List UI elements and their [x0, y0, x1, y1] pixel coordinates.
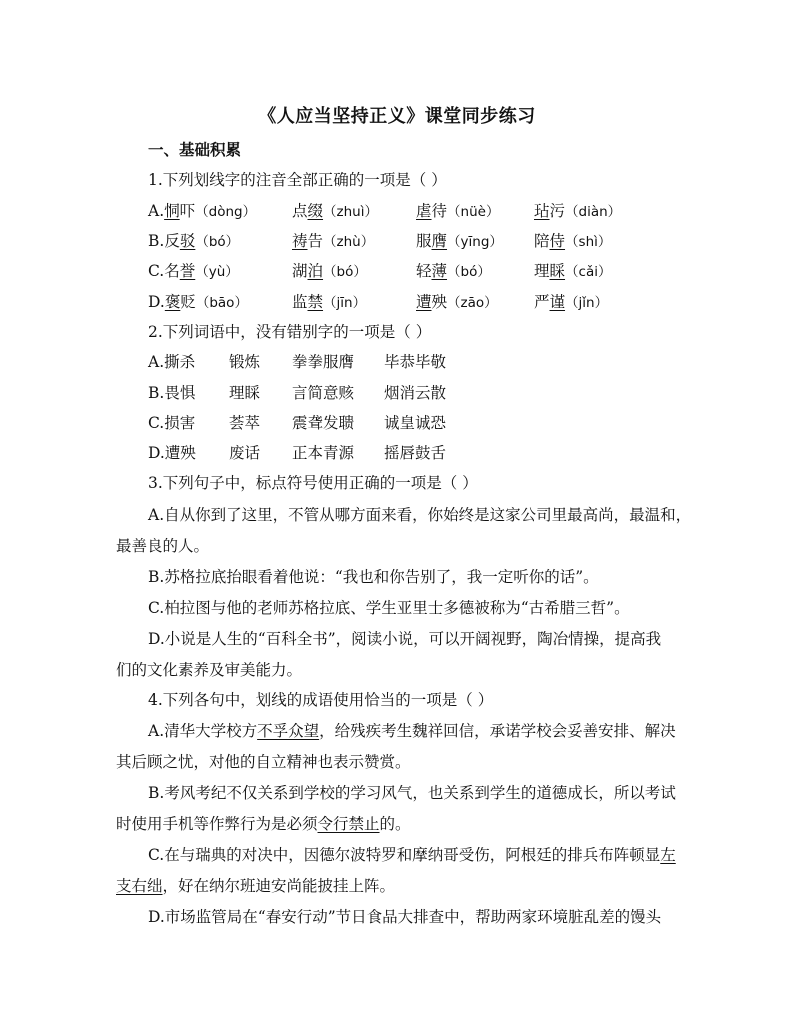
underlined-character: 誉 — [179, 262, 196, 280]
question-1-option-item — [148, 292, 248, 313]
text-segment: 吓 — [179, 202, 196, 220]
question-4-option-d-line1: D.市场监管局在“春安行动”节日食品大排查中，帮助两家环境脏乱差的馒头 — [148, 908, 662, 926]
question-1-option-item — [292, 201, 378, 222]
question-4-option-b-line1: B.考风考纪不仅关系到学校的学习风气，也关系到学生的道德成长，所以考试 — [148, 784, 676, 802]
underlined-character: 睬 — [549, 262, 566, 280]
text-segment: 污 — [549, 202, 566, 220]
text-segment: C.在与瑞典的对决中，因德尔波特罗和摩纳哥受伤，阿根廷的排兵布阵顿显 — [148, 846, 661, 864]
question-1-option-item — [534, 201, 621, 222]
question-1-option-item — [148, 261, 239, 282]
pinyin-annotation: （jǐn） — [565, 295, 609, 311]
question-2-option-word: 诚皇诚恐 — [384, 414, 447, 432]
question-2-option-word: C.损害 — [148, 414, 196, 432]
text-segment: A.清华大学校方 — [148, 722, 258, 740]
underlined-character: 膺 — [431, 232, 448, 250]
text-segment: 严 — [534, 293, 550, 311]
pinyin-annotation: （shì） — [565, 234, 612, 250]
question-2-option-word: 毕恭毕敬 — [384, 353, 447, 371]
pinyin-annotation: （zhuì） — [323, 204, 378, 220]
question-2-option-word: 荟萃 — [229, 414, 261, 432]
pinyin-annotation: （dòng） — [195, 204, 257, 220]
text-segment: 时使用手机等作弊行为是必须 — [116, 815, 318, 833]
pinyin-annotation: （diàn） — [565, 204, 622, 220]
question-4-stem: 4.下列各句中，划线的成语使用恰当的一项是（ ） — [148, 691, 494, 709]
underlined-character: 侍 — [549, 232, 566, 250]
page-title: 《人应当坚持正义》课堂同步练习 — [258, 106, 536, 127]
question-3-option-d-line2: 们的文化素养及审美能力。 — [116, 661, 303, 679]
question-1-option-item — [292, 261, 367, 282]
pinyin-annotation: （jīn） — [323, 295, 367, 311]
pinyin-annotation: （bāo） — [195, 295, 248, 311]
question-1-option-item — [292, 292, 366, 313]
text-segment: 告 — [307, 232, 324, 250]
question-2-option-word: 废话 — [229, 444, 261, 462]
text-segment: ，好在纳尔班迪安尚能披挂上阵。 — [162, 877, 396, 895]
question-2-option-word: 锻炼 — [229, 353, 261, 371]
text-segment: 待 — [431, 202, 448, 220]
question-1-option-item — [148, 231, 239, 252]
underlined-idiom: 左 — [660, 846, 676, 864]
question-2-option-word: 摇唇鼓舌 — [384, 444, 447, 462]
question-2-option-word: 拳拳服膺 — [292, 353, 355, 371]
underlined-idiom: 令行禁止 — [317, 815, 380, 833]
text-segment: 湖 — [292, 262, 308, 280]
text-segment: B.反 — [148, 232, 180, 250]
text-segment: 监 — [292, 293, 308, 311]
question-4-option-c-line2 — [116, 876, 395, 896]
question-1-option-item — [416, 261, 491, 282]
question-1-option-item — [534, 292, 608, 313]
text-segment: 贬 — [180, 293, 196, 311]
question-3-stem: 3.下列句子中，标点符号使用正确的一项是（ ） — [148, 474, 478, 492]
underlined-idiom: 支右绌 — [116, 877, 163, 895]
text-segment: D. — [148, 293, 165, 311]
pinyin-annotation: （bó） — [195, 234, 240, 250]
question-1-option-item — [148, 201, 256, 222]
pinyin-annotation: （bó） — [447, 264, 491, 280]
question-2-stem: 2.下列词语中，没有错别字的一项是（ ） — [148, 323, 432, 341]
question-2-option-word: 烟消云散 — [384, 384, 447, 402]
question-1-option-item — [416, 231, 503, 252]
underlined-character: 玷 — [534, 202, 550, 220]
question-1-option-item — [534, 261, 611, 282]
question-2-option-word: D.遭殃 — [148, 444, 196, 462]
underlined-character: 谨 — [549, 293, 566, 311]
question-4-option-a-line1 — [148, 721, 676, 741]
question-3-option-a-line1: A.自从你到了这里，不管从哪方面来看，你始终是这家公司里最高尚，最温和， — [148, 506, 692, 524]
question-1-option-item — [416, 292, 498, 313]
underlined-idiom: 不孚众望 — [257, 722, 320, 740]
question-3-option-a-line2: 最善良的人。 — [116, 537, 210, 555]
underlined-character: 泊 — [307, 262, 324, 280]
question-3-option-d-line1: D.小说是人生的“百科全书”，阅读小说，可以开阔视野，陶冶情操，提高我 — [148, 630, 662, 648]
text-segment: 的。 — [379, 815, 411, 833]
text-segment: C.名 — [148, 262, 180, 280]
question-2-option-word: B.畏惧 — [148, 384, 196, 402]
underlined-character: 遭 — [416, 293, 432, 311]
section-heading: 一、基础积累 — [148, 141, 242, 159]
question-4-option-b-line2 — [116, 814, 411, 834]
question-1-option-item — [416, 201, 499, 222]
question-3-option-b: B.苏格拉底抬眼看着他说：“我也和你告别了，我一定听你的话”。 — [148, 568, 599, 586]
underlined-character: 驳 — [179, 232, 196, 250]
pinyin-annotation: （zāo） — [447, 295, 498, 311]
pinyin-annotation: （yù） — [195, 264, 239, 280]
pinyin-annotation: （cǎi） — [565, 264, 612, 280]
text-segment: 陪 — [534, 232, 550, 250]
text-segment: A. — [148, 202, 165, 220]
text-segment: 理 — [534, 262, 550, 280]
pinyin-annotation: （nüè） — [447, 204, 500, 220]
text-segment: 点 — [292, 202, 308, 220]
underlined-character: 祷 — [292, 232, 308, 250]
pinyin-annotation: （zhù） — [323, 234, 375, 250]
question-1-option-item — [534, 231, 611, 252]
underlined-character: 缀 — [307, 202, 324, 220]
underlined-character: 虐 — [416, 202, 432, 220]
text-segment: 轻 — [416, 262, 432, 280]
question-2-option-word: 正本青源 — [292, 444, 355, 462]
pinyin-annotation: （yīng） — [447, 234, 503, 250]
question-1-option-item — [292, 231, 374, 252]
text-segment: 殃 — [431, 293, 448, 311]
question-2-option-word: 言简意赅 — [292, 384, 355, 402]
underlined-character: 褒 — [164, 293, 181, 311]
question-2-option-word: 理睬 — [229, 384, 261, 402]
question-2-option-word: 震聋发聩 — [292, 414, 355, 432]
pinyin-annotation: （bó） — [323, 264, 367, 280]
question-2-option-word: A.撕杀 — [148, 353, 196, 371]
question-4-option-a-line2: 其后顾之忧，对他的自立精神也表示赞赏。 — [116, 753, 411, 771]
question-4-option-c-line1 — [148, 845, 676, 865]
underlined-character: 薄 — [431, 262, 448, 280]
underlined-character: 恫 — [164, 202, 180, 220]
text-segment: 服 — [416, 232, 432, 250]
underlined-character: 禁 — [307, 293, 324, 311]
text-segment: ，给残疾考生魏祥回信，承诺学校会妥善安排、解决 — [319, 722, 676, 740]
question-1-stem: 1.下列划线字的注音全部正确的一项是（ ） — [148, 171, 447, 189]
question-3-option-c: C.柏拉图与他的老师苏格拉底、学生亚里士多德被称为“古希腊三哲”。 — [148, 599, 630, 617]
